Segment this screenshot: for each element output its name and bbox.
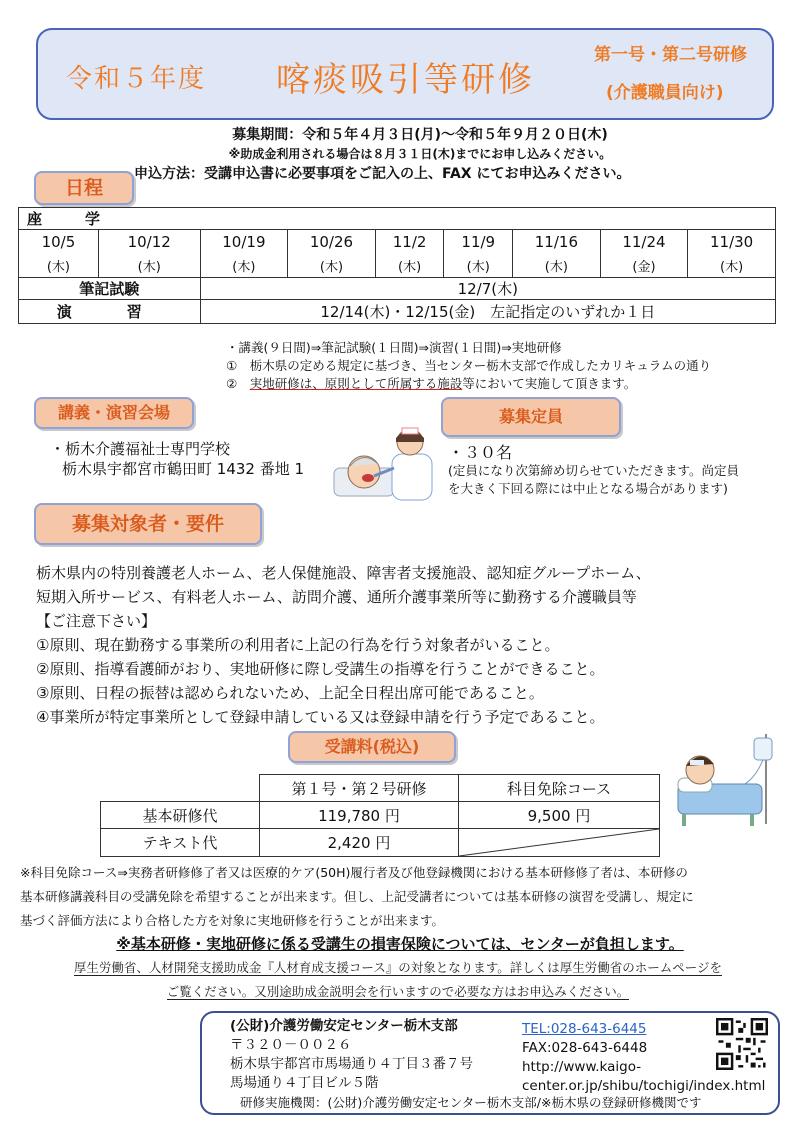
lecture-date: 10/5 [19, 230, 99, 254]
fiscal-year: 令和５年度 [66, 64, 207, 94]
note-curriculum: ① 栃木県の定める規定に基づき、当センター栃木支部で作成したカリキュラムの通り [226, 358, 712, 373]
section-schedule-label: 日程 [34, 171, 134, 205]
lecture-date: 11/24 [600, 230, 688, 254]
patient-drip-illustration [670, 730, 780, 828]
fee-value: 2,420 円 [259, 829, 458, 857]
contact-address [230, 1017, 473, 1093]
lecture-weekday: (木) [200, 254, 288, 278]
capacity-count: ・３０名 [448, 443, 513, 462]
lecture-date: 11/9 [444, 230, 513, 254]
lecture-date: 11/30 [688, 230, 776, 254]
lecture-date: 10/26 [288, 230, 376, 254]
lecture-weekday: (木) [444, 254, 513, 278]
fee-table [100, 774, 660, 857]
lecture-weekday: (木) [513, 254, 601, 278]
exemption-fine-print: ※科目免除コース⇒実務者研修修了者又は医療的ケア(50H)履行者及び他登録機関における基本研修修了者は、本研修の 基本研修講義科目の受講免除を希望することが出来ます。但し、上記受講者については基本研修の演習を受講し、規定に 基づく評価方法により合格した方を対象に実地研修を行うことが出来ます。 [20, 865, 694, 928]
lecture-header: 座 学 [19, 208, 776, 230]
lecture-weekday: (金) [600, 254, 688, 278]
target-line: 栃木県内の特別養護老人ホーム、老人保健施設、障害者支援施設、認知症グループホーム、 [36, 564, 651, 582]
lecture-weekday: (木) [688, 254, 776, 278]
recruitment-period: 募集期間：令和５年４月３日(月)～令和５年９月２０日(木) [232, 127, 608, 143]
lecture-date: 11/2 [375, 230, 444, 254]
practice-label: 演 習 [19, 300, 201, 324]
practice-date: 12/14(木)・12/15(金) 左記指定のいずれか１日 [200, 300, 775, 324]
fee-value: 9,500 円 [458, 802, 659, 829]
contact-org: (公財)介護労働安定センター栃木支部 [230, 1018, 458, 1034]
lecture-date: 10/19 [200, 230, 288, 254]
lecture-weekday: (木) [288, 254, 376, 278]
contact-postal: 〒３２０－００２６ [230, 1037, 352, 1053]
fee-col-standard: 第１号・第２号研修 [259, 775, 458, 802]
lecture-weekday: (木) [98, 254, 200, 278]
subsidy-notice: 厚生労働省、人材開発支援助成金『人材育成支援コース』の対象となります。詳しくは厚生労働省のホームページを ご覧ください。又別途助成金説明会を行いますので必要な方はお申込みください。 [73, 960, 723, 999]
training-provider-footer: 研修実施機関：(公財)介護労働安定センター栃木支部/※栃木県の登録研修機関です [240, 1095, 702, 1110]
caution-heading: 【ご注意下さい】 [36, 612, 157, 630]
schedule-table [18, 207, 776, 324]
course-audience: (介護職員向け) [606, 83, 724, 103]
section-fee-label: 受講料(税込) [288, 731, 456, 763]
target-line: 短期入所サービス、有料老人ホーム、訪問介護、通所介護事業所等に勤務する介護職員等 [36, 588, 637, 606]
nurse-care-illustration [328, 420, 442, 504]
contact-url[interactable]: http://www.kaigo- [522, 1059, 642, 1075]
section-capacity-label: 募集定員 [441, 397, 621, 437]
section-target-label: 募集対象者・要件 [34, 503, 262, 545]
qr-code-icon[interactable] [716, 1018, 768, 1070]
fee-row-label: テキスト代 [101, 829, 260, 857]
requirement-item: ④事業所が特定事業所として登録申請している又は登録申請を行う予定であること。 [36, 708, 605, 726]
capacity-note: (定員になり次第締め切らせていただきます。尚定員 を大きく下回る際には中止となる場合があります) [448, 463, 740, 496]
contact-tel-link[interactable]: TEL:028-643-6445 [522, 1021, 647, 1037]
application-method: 申込方法：受講申込書に必要事項をご記入の上、FAX にてお申込みください。 [134, 166, 631, 182]
subsidy-deadline-note: ※助成金利用される場合は８月３１日(木)までにお申し込みください。 [228, 147, 612, 161]
lecture-weekday: (木) [19, 254, 99, 278]
fee-value: 119,780 円 [259, 802, 458, 829]
lecture-date: 11/16 [513, 230, 601, 254]
contact-url[interactable]: center.or.jp/shibu/tochigi/index.html [522, 1078, 766, 1094]
lecture-weekday: (木) [375, 254, 444, 278]
contact-fax: FAX:028-643-6448 [522, 1040, 648, 1056]
requirement-item: ①原則、現在勤務する事業所の利用者に上記の行為を行う対象者がいること。 [36, 636, 560, 654]
schedule-notes [226, 339, 711, 393]
venue-address: 栃木県宇都宮市鶴田町 1432 番地 1 [62, 460, 305, 478]
page-title: 喀痰吸引等研修 [276, 60, 535, 100]
lecture-date: 10/12 [98, 230, 200, 254]
venue-info [50, 439, 304, 479]
contact-address-line: 馬場通り４丁目ビル５階 [230, 1075, 379, 1091]
requirement-item: ③原則、日程の振替は認められないため、上記全日程出席可能であること。 [36, 684, 544, 702]
contact-address-line: 栃木県宇都宮市馬場通り４丁目３番７号 [230, 1056, 473, 1072]
insurance-notice: ※基本研修・実地研修に係る受講生の損害保険については、センターが負担します。 [116, 935, 684, 953]
fee-row-label: 基本研修代 [101, 802, 260, 829]
requirement-item: ②原則、指導看護師がおり、実地研修に際し受講生の指導を行うことができること。 [36, 660, 605, 678]
venue-name: ・栃木介護福祉士専門学校 [50, 440, 231, 458]
fee-na-cell [458, 829, 659, 857]
fee-col-exempt: 科目免除コース [458, 775, 659, 802]
note-flow: ・講義(９日間)⇒筆記試験(１日間)⇒演習(１日間)⇒実地研修 [226, 340, 562, 355]
written-exam-label: 筆記試験 [19, 278, 201, 300]
target-requirements [36, 561, 651, 729]
course-type: 第一号・第二号研修 [594, 45, 747, 65]
written-exam-date: 12/7(木) [200, 278, 775, 300]
note-practical-training: ② 実地研修は、原則として所属する施設等において実施して頂きます。 [226, 376, 637, 391]
section-venue-label: 講義・演習会場 [34, 397, 194, 429]
